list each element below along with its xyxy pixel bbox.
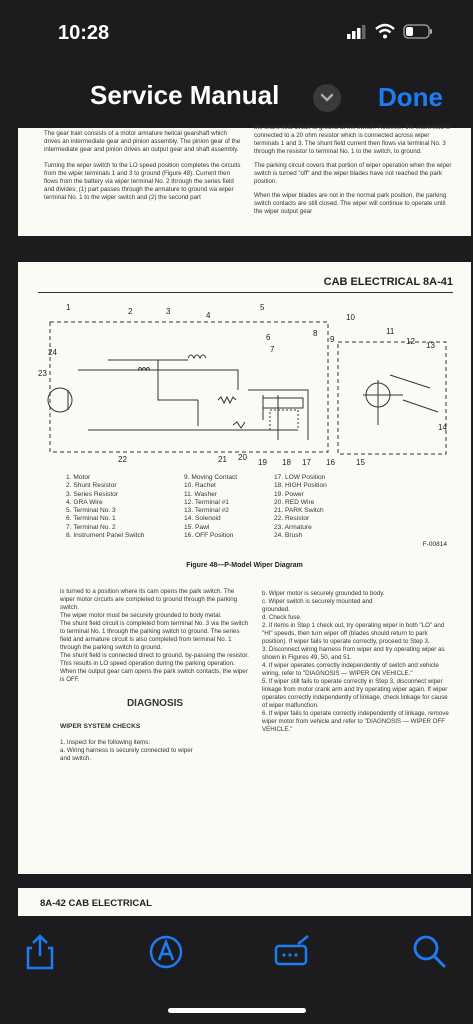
page1-left-para1: The gear train consists of a motor armature helical gearshaft which drives an intermediate gear and pinion assembly. The pinion gear of the intermediate gear and pinion drives an output gear and shaft assembly. bbox=[44, 130, 241, 153]
legend-item: 10. Rachet bbox=[184, 482, 216, 490]
wiper-diagram bbox=[38, 300, 453, 468]
page-42-partial bbox=[18, 888, 471, 916]
legend-item: 14. Solenoid bbox=[184, 515, 221, 523]
legend-item: 24. Brush bbox=[274, 532, 303, 540]
wifi-icon bbox=[375, 24, 395, 39]
checks-heading: WIPER SYSTEM CHECKS bbox=[60, 723, 141, 730]
diagram-label-19: 19 bbox=[258, 458, 267, 467]
page3-header: 8A-42 CAB ELECTRICAL bbox=[40, 898, 152, 909]
markup-button[interactable] bbox=[146, 932, 186, 972]
legend-item: 8. Instrument Panel Switch bbox=[66, 532, 145, 540]
checks-text: 1. Inspect for the following items: a. Wiring harness is securely connected to wiper and switch. bbox=[60, 739, 193, 762]
legend-item: 2. Shunt Resistor bbox=[66, 482, 117, 490]
legend-item: 11. Washer bbox=[184, 490, 217, 498]
bottom-toolbar bbox=[0, 916, 473, 1024]
legend-item: 19. Power bbox=[274, 490, 304, 498]
page-40-partial bbox=[18, 124, 471, 236]
legend-item: 13. Terminal #2 bbox=[184, 507, 229, 515]
diagram-label-9: 9 bbox=[330, 335, 335, 344]
page1-left-column bbox=[44, 130, 244, 202]
status-bar bbox=[0, 0, 473, 70]
document-title[interactable]: Service Manual bbox=[90, 80, 280, 110]
body-right-text: b. Wiper motor is securely grounded to body. c. Wiper switch is securely mounted and grounded. d. Check fuse. 2. If items in Step 1 check out, try operating wiper in both "LO" and "HI" speeds, then turn wiper off (blades should return to park position). If wiper fails to operate correctly, proceed to Step 3. 3. Disconnect wiring harness from wiper and try operating wiper as shown in Figures 49, 50, and 51. 4. If wiper operates correctly independently of switch and vehicle wiring, refer to "DIAGNOSIS — WIPER ON VEHICLE." 5. If wiper still fails to operate correctly in Step 3, disconnect wiper linkage from motor crank arm and try operating wiper again. If wiper operates correctly independently of linkage, check linkage for cause of wiper malfunction. 6. If wiper fails to operate correctly independently of linkage, remove wiper motor from vehicle and refer to "DIAGNOSIS — WIPER OFF VEHICLE." bbox=[262, 590, 449, 733]
markup-icon bbox=[146, 932, 186, 972]
legend-column-2 bbox=[184, 474, 237, 540]
legend-column-3 bbox=[274, 474, 327, 540]
share-icon bbox=[20, 932, 60, 972]
diagram-label-20: 20 bbox=[238, 453, 247, 462]
diagram-label-1: 1 bbox=[66, 303, 71, 312]
diagram-label-2: 2 bbox=[128, 307, 133, 316]
nav-header bbox=[0, 70, 473, 128]
form-button[interactable] bbox=[272, 932, 312, 972]
diagram-label-24: 24 bbox=[48, 348, 57, 357]
legend-item: 1. Motor bbox=[66, 474, 91, 481]
page1-right-para2: The parking circuit covers that portion of wiper operation when the wiper switch is turned "off" and the wiper blades have not reached the park position. bbox=[254, 162, 452, 185]
page1-left-para2: Turning the wiper switch to the LO speed position completes the circuits from the wiper terminals 1 and 3 to ground (Figure 48). Current then flows from the battery via wiper terminal No. 2 through the series field and divides; (1) part passes through the armature to ground via wiper terminal No. 1 to the wiper switch and (2) the second part bbox=[44, 162, 241, 201]
diagram-label-16: 16 bbox=[326, 458, 335, 467]
legend-item: 23. Armature bbox=[274, 523, 312, 531]
diagram-label-23: 23 bbox=[38, 369, 47, 378]
legend-item: 21. PARK Switch bbox=[274, 507, 324, 515]
diagram-label-6: 6 bbox=[266, 333, 271, 342]
legend-item: 18. HIGH Position bbox=[274, 482, 327, 490]
diagram-label-21: 21 bbox=[218, 455, 227, 464]
diagram-label-7: 7 bbox=[270, 345, 275, 354]
legend-item: 3. Series Resistor bbox=[66, 490, 119, 498]
home-indicator[interactable] bbox=[168, 1008, 306, 1013]
diagram-label-12: 12 bbox=[406, 337, 415, 346]
diagram-label-13: 13 bbox=[426, 341, 435, 350]
legend-item: 16. OFF Position bbox=[184, 532, 234, 540]
chevron-down-icon bbox=[313, 84, 341, 112]
body-left-text: is turned to a position where its cam opens the park switch. The wiper motor circuits are completed to ground through the parking switch. The wiper motor must be securely grounded to body metal. The shunt field circuit is completed from terminal No. 3 via the switch to terminal No. 1 through the parking switch to ground. The series field and armature circuit is also completed from terminal No. 1 through the parking switch to ground. The shunt field is connected direct to ground, by-passing the resistor. This results in LO speed operation during the parking operation. When the output gear cam opens the park switch contacts, the wiper is OFF. bbox=[60, 588, 249, 683]
share-button[interactable] bbox=[20, 932, 60, 972]
header-rule bbox=[38, 292, 453, 293]
diagram-label-5: 5 bbox=[260, 303, 265, 312]
title-menu-button[interactable] bbox=[313, 84, 341, 112]
diagram-label-15: 15 bbox=[356, 458, 365, 467]
page1-right-column bbox=[254, 124, 454, 216]
legend-item: 6. Terminal No. 1 bbox=[66, 515, 116, 523]
form-icon bbox=[272, 932, 312, 972]
diagnosis-heading: DIAGNOSIS bbox=[126, 698, 184, 709]
diagram-label-17: 17 bbox=[302, 458, 311, 467]
legend-item: 5. Terminal No. 3 bbox=[66, 507, 116, 515]
battery-icon bbox=[403, 24, 433, 39]
diagram-label-11: 11 bbox=[386, 327, 395, 336]
diagram-label-3: 3 bbox=[166, 307, 171, 316]
legend-item: 9. Moving Contact bbox=[184, 474, 238, 481]
page2-left-column bbox=[60, 580, 250, 771]
legend-item: 15. Pawl bbox=[184, 523, 210, 531]
page1-right-para3: When the wiper blades are not in the normal park position, the parking switch contacts are still closed. The wiper will continue to operate until the wiper output gear bbox=[254, 192, 447, 215]
search-icon bbox=[410, 932, 450, 972]
legend-item: 12. Terminal #1 bbox=[184, 498, 229, 506]
page-header: CAB ELECTRICAL 8A-41 bbox=[323, 276, 453, 288]
diagram-label-4: 4 bbox=[206, 311, 211, 320]
status-time: 10:28 bbox=[58, 22, 110, 44]
diagram-label-14: 14 bbox=[438, 423, 447, 432]
legend-item: 17. LOW Position bbox=[274, 474, 326, 481]
legend-item: 4. GRA Wire bbox=[66, 498, 103, 506]
legend-item: 7. Terminal No. 2 bbox=[66, 523, 116, 531]
page2-right-column bbox=[262, 582, 452, 742]
search-button[interactable] bbox=[410, 932, 450, 972]
diagram-label-18: 18 bbox=[282, 458, 291, 467]
page-41 bbox=[18, 262, 471, 874]
figure-code: F-00814 bbox=[422, 541, 447, 548]
legend-item: 22. Resistor bbox=[274, 515, 310, 523]
legend-item: 20. RED Wire bbox=[274, 498, 315, 506]
legend-column-1 bbox=[66, 474, 144, 540]
signal-icon bbox=[347, 25, 367, 39]
page1-right-para1: the shunt field circuit to ground at the switch. However, the shunt field is connected to a 20 ohm resistor which is connected across wiper terminals 1 and 3. The shunt field current then flows via terminal No. 3 through the resistor to terminal No. 1 to the switch, to ground. bbox=[254, 124, 451, 155]
figure-caption: Figure 48—P-Model Wiper Diagram bbox=[186, 562, 303, 569]
done-button[interactable]: Done bbox=[378, 82, 443, 112]
diagram-label-22: 22 bbox=[118, 455, 127, 464]
diagram-label-10: 10 bbox=[346, 313, 355, 322]
diagram-label-8: 8 bbox=[313, 329, 318, 338]
status-icons bbox=[347, 24, 433, 39]
